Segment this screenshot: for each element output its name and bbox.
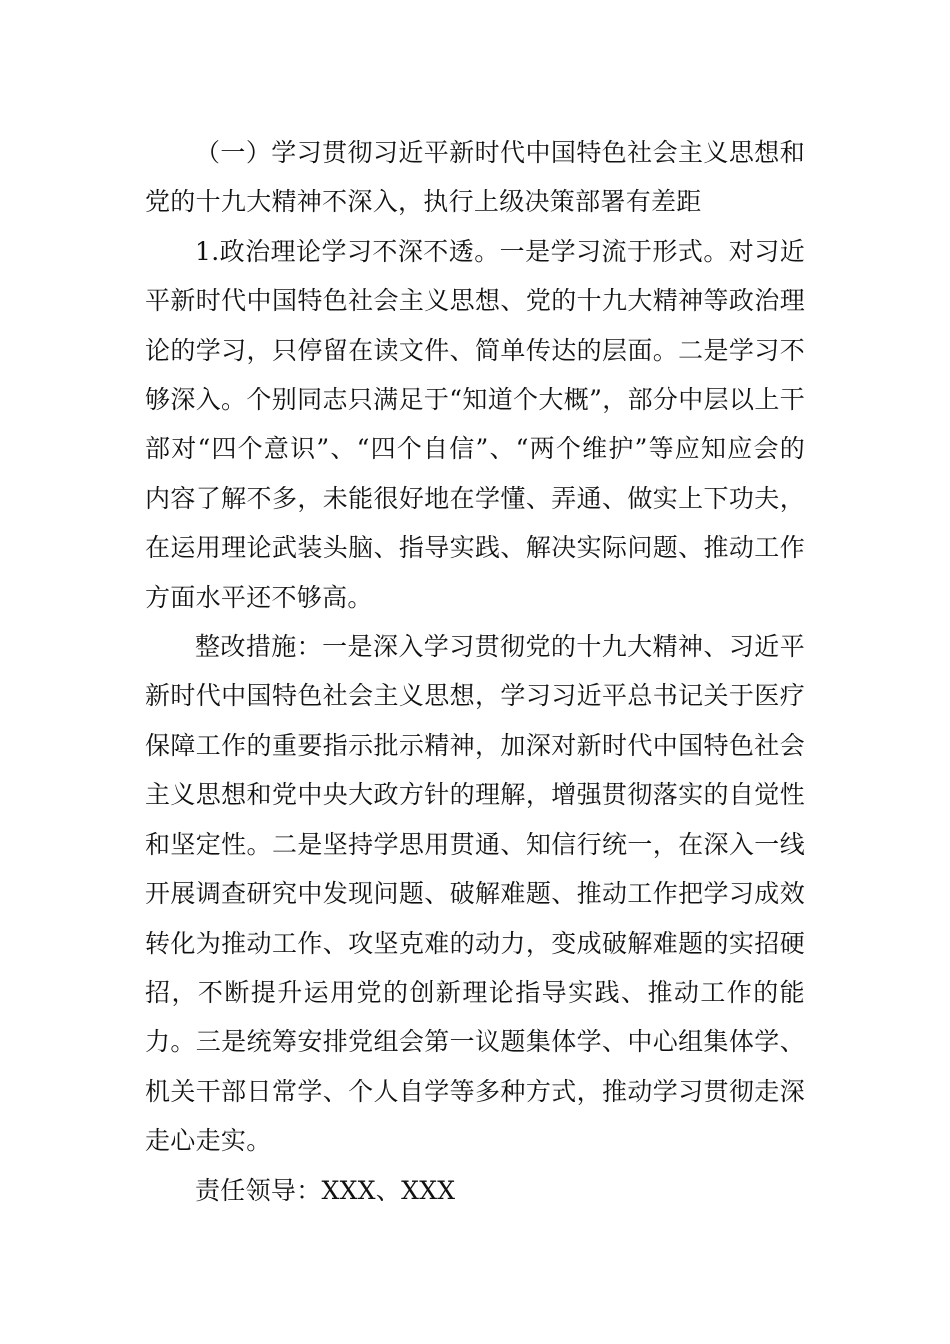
document-body	[145, 128, 805, 1215]
responsible-leaders-line: 责任领导：XXX、XXX	[195, 1175, 456, 1205]
problem-paragraph: 1.政治理论学习不深不透。一是学习流于形式。对习近平新时代中国特色社会主义思想、党的十九大精神等政治理论的学习，只停留在读文件、简单传达的层面。二是学习不够深入。个别同志只满足于“知道个大概”，部分中层以上干部对“四个意识”、“四个自信”、“两个维护”等应知应会的内容了解不多，未能很好地在学懂、弄通、做实上下功夫，在运用理论武装头脑、指导实践、解决实际问题、推动工作方面水平还不够高。	[145, 236, 805, 612]
section-heading: （一）学习贯彻习近平新时代中国特色社会主义思想和党的十九大精神不深入，执行上级决策部署有差距	[145, 138, 805, 217]
rectification-measures-paragraph: 整改措施：一是深入学习贯彻党的十九大精神、习近平新时代中国特色社会主义思想，学习习近平总书记关于医疗保障工作的重要指示批示精神，加深对新时代中国特色社会主义思想和党中央大政方针的理解，增强贯彻落实的自觉性和坚定性。二是坚持学思用贯通、知信行统一，在深入一线开展调查研究中发现问题、破解难题、推动工作把学习成效转化为推动工作、攻坚克难的动力，变成破解难题的实招硬招，不断提升运用党的创新理论指导实践、推动工作的能力。三是统筹安排党组会第一议题集体学、中心组集体学、机关干部日常学、个人自学等多种方式，推动学习贯彻走深走心走实。	[145, 632, 805, 1156]
